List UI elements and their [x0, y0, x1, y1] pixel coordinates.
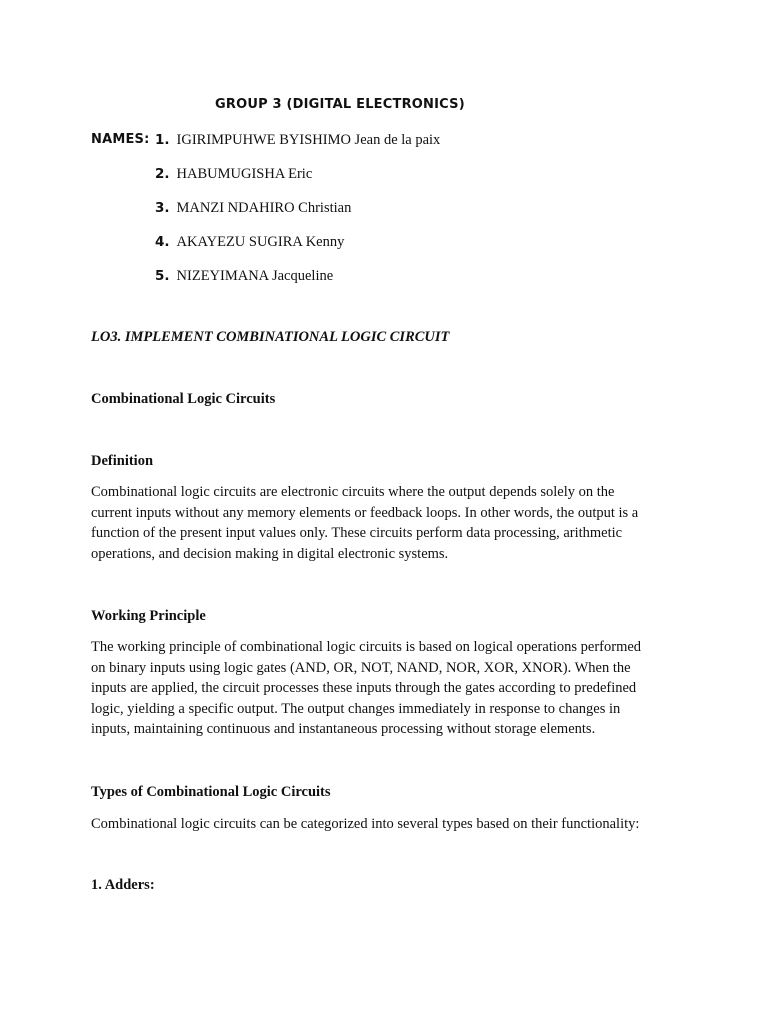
paragraph-line: function of the present input values only. These circuits perform data processing, arithmetic: [91, 525, 623, 542]
member-name: IGIRIMPUHWE BYISHIMO Jean de la paix: [176, 132, 441, 148]
working-principle-paragraph: [91, 637, 671, 740]
member-item: [155, 233, 344, 251]
paragraph-line: current inputs without any memory elements or feedback loops. In other words, the output is a: [91, 504, 639, 521]
definition-paragraph: [91, 482, 671, 564]
member-item: [155, 199, 351, 217]
section-title: Combinational Logic Circuits: [91, 391, 276, 407]
paragraph-line: The working principle of combinational logic circuits is based on logical operations performed: [91, 639, 642, 655]
member-name: NIZEYIMANA Jacqueline: [176, 268, 334, 284]
paragraph-line: operations, and decision making in digital electronic systems.: [91, 545, 449, 562]
working-principle-heading: Working Principle: [91, 608, 206, 624]
adders-heading: 1. Adders:: [91, 877, 155, 893]
paragraph-line: inputs are applied, the circuit processes these inputs through the gates according to predefined: [91, 680, 637, 697]
member-number: 3.: [155, 200, 170, 216]
types-intro: Combinational logic circuits can be categorized into several types based on their functionality:: [91, 816, 640, 832]
member-item: [155, 165, 312, 183]
document-title: GROUP 3 (DIGITAL ELECTRONICS): [215, 97, 465, 112]
types-heading: Types of Combinational Logic Circuits: [91, 784, 331, 800]
definition-heading: Definition: [91, 453, 154, 469]
member-item: [155, 131, 440, 149]
member-number: 5.: [155, 268, 170, 284]
paragraph-line: Combinational logic circuits are electronic circuits where the output depends solely on the: [91, 484, 615, 500]
member-name: HABUMUGISHA Eric: [176, 166, 313, 182]
member-name: AKAYEZU SUGIRA Kenny: [176, 234, 345, 250]
paragraph-line: on binary inputs using logic gates (AND, OR, NOT, NAND, NOR, XOR, XNOR). When the: [91, 659, 631, 676]
member-number: 2.: [155, 166, 170, 182]
names-label: NAMES:: [91, 132, 150, 147]
member-number: 1.: [155, 132, 170, 148]
member-name: MANZI NDAHIRO Christian: [176, 200, 352, 216]
member-number: 4.: [155, 234, 170, 250]
paragraph-line: inputs, maintaining continuous and instantaneous processing without storage elements.: [91, 721, 596, 738]
member-item: [155, 267, 333, 285]
paragraph-line: logic, yielding a specific output. The output changes immediately in response to changes in: [91, 700, 621, 717]
lo-heading: LO3. IMPLEMENT COMBINATIONAL LOGIC CIRCUIT: [91, 329, 450, 345]
